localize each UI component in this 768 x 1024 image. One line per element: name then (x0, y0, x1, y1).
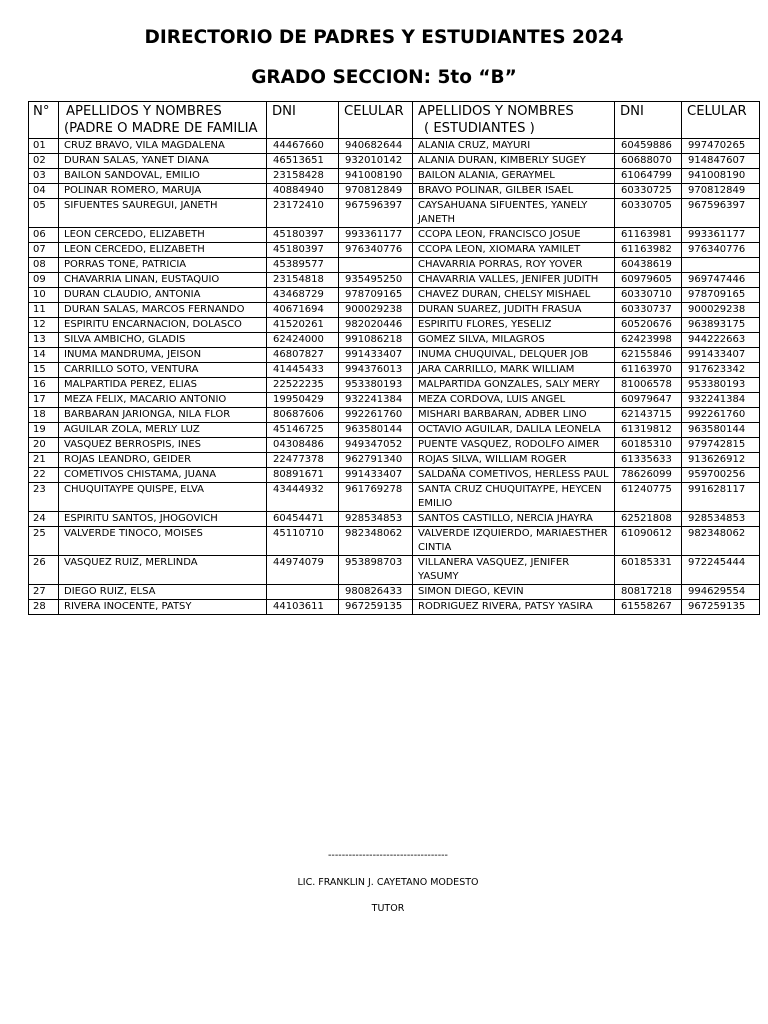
parent-dni: 80687606 (267, 408, 339, 423)
student-dni: 80817218 (615, 585, 682, 600)
parent-dni: 45389577 (267, 258, 339, 273)
student-celular: 914847607 (682, 154, 760, 169)
student-name: RODRIGUEZ RIVERA, PATSY YASIRA (413, 600, 615, 615)
parent-celular: 928534853 (339, 512, 413, 527)
parent-name: BAILON SANDOVAL, EMILIO (59, 169, 267, 184)
parent-celular: 932010142 (339, 154, 413, 169)
student-name: MEZA CORDOVA, LUIS ANGEL (413, 393, 615, 408)
student-celular: 928534853 (682, 512, 760, 527)
student-name: OCTAVIO AGUILAR, DALILA LEONELA (413, 423, 615, 438)
parent-name: VASQUEZ RUIZ, MERLINDA (59, 556, 267, 585)
parent-celular: 982348062 (339, 527, 413, 556)
table-header-row (29, 102, 760, 139)
student-dni: 60185310 (615, 438, 682, 453)
student-dni: 62423998 (615, 333, 682, 348)
parent-dni: 43444932 (267, 483, 339, 512)
parent-celular: 991086218 (339, 333, 413, 348)
table-row (29, 258, 760, 273)
parent-name: LEON CERCEDO, ELIZABETH (59, 243, 267, 258)
table-row (29, 378, 760, 393)
table-row (29, 303, 760, 318)
row-number: 21 (29, 453, 59, 468)
table-row (29, 243, 760, 258)
row-number: 13 (29, 333, 59, 348)
student-celular: 991628117 (682, 483, 760, 512)
parent-name: CHAVARRIA LINAN, EUSTAQUIO (59, 273, 267, 288)
table-row (29, 438, 760, 453)
parent-celular: 993361177 (339, 228, 413, 243)
row-number: 09 (29, 273, 59, 288)
row-number: 14 (29, 348, 59, 363)
student-celular: 993361177 (682, 228, 760, 243)
parent-dni: 41445433 (267, 363, 339, 378)
student-celular: 967259135 (682, 600, 760, 615)
student-dni: 61240775 (615, 483, 682, 512)
student-dni: 61163970 (615, 363, 682, 378)
parent-dni: 40884940 (267, 184, 339, 199)
header-parent-name (59, 102, 267, 139)
student-celular: 953380193 (682, 378, 760, 393)
student-celular: 994629554 (682, 585, 760, 600)
table-row (29, 199, 760, 228)
parent-dni: 45146725 (267, 423, 339, 438)
parent-name: VASQUEZ BERROSPIS, INES (59, 438, 267, 453)
student-celular: 979742815 (682, 438, 760, 453)
student-dni: 60330710 (615, 288, 682, 303)
student-name: ESPIRITU FLORES, YESELIZ (413, 318, 615, 333)
student-name: SANTA CRUZ CHUQUITAYPE, HEYCEN EMILIO (413, 483, 615, 512)
parent-name: DIEGO RUIZ, ELSA (59, 585, 267, 600)
parent-celular: 982020446 (339, 318, 413, 333)
parent-celular: 980826433 (339, 585, 413, 600)
table-row (29, 288, 760, 303)
student-name: SIMON DIEGO, KEVIN (413, 585, 615, 600)
header-parent-celular: CELULAR (339, 102, 413, 139)
row-number: 06 (29, 228, 59, 243)
parent-name: VALVERDE TINOCO, MOISES (59, 527, 267, 556)
table-row (29, 453, 760, 468)
student-dni: 60688070 (615, 154, 682, 169)
table-row (29, 423, 760, 438)
parent-dni: 40671694 (267, 303, 339, 318)
row-number: 15 (29, 363, 59, 378)
student-dni: 60520676 (615, 318, 682, 333)
table-row (29, 273, 760, 288)
table-row (29, 483, 760, 512)
parent-celular: 940682644 (339, 139, 413, 154)
parent-dni: 44103611 (267, 600, 339, 615)
student-dni: 60979605 (615, 273, 682, 288)
parent-dni: 43468729 (267, 288, 339, 303)
row-number: 04 (29, 184, 59, 199)
signature-name: LIC. FRANKLIN J. CAYETANO MODESTO (297, 877, 479, 888)
student-name: CHAVARRIA PORRAS, ROY YOVER (413, 258, 615, 273)
header-student-name (413, 102, 615, 139)
parent-celular: 953898703 (339, 556, 413, 585)
header-parent-dni: DNI (267, 102, 339, 139)
row-number: 01 (29, 139, 59, 154)
student-dni: 61090612 (615, 527, 682, 556)
student-celular: 963893175 (682, 318, 760, 333)
signature-line: ----------------------------------- (328, 850, 448, 861)
student-celular: 976340776 (682, 243, 760, 258)
student-name: CCOPA LEON, FRANCISCO JOSUE (413, 228, 615, 243)
student-dni: 81006578 (615, 378, 682, 393)
parent-name: DURAN CLAUDIO, ANTONIA (59, 288, 267, 303)
student-name: PUENTE VASQUEZ, RODOLFO AIMER (413, 438, 615, 453)
student-celular: 917623342 (682, 363, 760, 378)
student-celular: 982348062 (682, 527, 760, 556)
parent-name: MEZA FELIX, MACARIO ANTONIO (59, 393, 267, 408)
row-number: 18 (29, 408, 59, 423)
student-name: MALPARTIDA GONZALES, SALY MERY (413, 378, 615, 393)
student-celular: 967596397 (682, 199, 760, 228)
parent-celular: 900029238 (339, 303, 413, 318)
student-dni: 60459886 (615, 139, 682, 154)
student-name: JARA CARRILLO, MARK WILLIAM (413, 363, 615, 378)
table-row (29, 333, 760, 348)
parent-name: AGUILAR ZOLA, MERLY LUZ (59, 423, 267, 438)
parent-celular: 961769278 (339, 483, 413, 512)
student-name: CCOPA LEON, XIOMARA YAMILET (413, 243, 615, 258)
table-row (29, 184, 760, 199)
student-name: CHAVEZ DURAN, CHELSY MISHAEL (413, 288, 615, 303)
parent-celular: 978709165 (339, 288, 413, 303)
student-name: ROJAS SILVA, WILLIAM ROGER (413, 453, 615, 468)
table-row (29, 154, 760, 169)
parent-celular: 994376013 (339, 363, 413, 378)
parent-name: COMETIVOS CHISTAMA, JUANA (59, 468, 267, 483)
row-number: 16 (29, 378, 59, 393)
parent-name: POLINAR ROMERO, MARUJA (59, 184, 267, 199)
parent-celular: 932241384 (339, 393, 413, 408)
parent-dni: 80891671 (267, 468, 339, 483)
parent-celular: 962791340 (339, 453, 413, 468)
student-name: GOMEZ SILVA, MILAGROS (413, 333, 615, 348)
table-row (29, 527, 760, 556)
header-student-celular: CELULAR (682, 102, 760, 139)
parent-name: ESPIRITU SANTOS, JHOGOVICH (59, 512, 267, 527)
student-name: CHAVARRIA VALLES, JENIFER JUDITH (413, 273, 615, 288)
student-celular: 992261760 (682, 408, 760, 423)
parent-dni: 22477378 (267, 453, 339, 468)
table-row (29, 585, 760, 600)
student-celular: 978709165 (682, 288, 760, 303)
row-number: 28 (29, 600, 59, 615)
row-number: 10 (29, 288, 59, 303)
row-number: 12 (29, 318, 59, 333)
student-celular: 970812849 (682, 184, 760, 199)
row-number: 07 (29, 243, 59, 258)
student-name: ALANIA CRUZ, MAYURI (413, 139, 615, 154)
parent-dni: 46513651 (267, 154, 339, 169)
student-celular: 941008190 (682, 169, 760, 184)
parent-dni: 44467660 (267, 139, 339, 154)
table-row (29, 408, 760, 423)
table-row (29, 393, 760, 408)
student-dni: 62521808 (615, 512, 682, 527)
table-row (29, 139, 760, 154)
student-name: VILLANERA VASQUEZ, JENIFER YASUMY (413, 556, 615, 585)
parent-name: CRUZ BRAVO, VILA MAGDALENA (59, 139, 267, 154)
table-body (29, 139, 760, 615)
header-student-name-line1: APELLIDOS Y NOMBRES (418, 104, 574, 119)
grade-section-title: GRADO SECCION: 5to “B” (251, 67, 517, 88)
student-celular: 900029238 (682, 303, 760, 318)
student-celular: 944222663 (682, 333, 760, 348)
student-name: BRAVO POLINAR, GILBER ISAEL (413, 184, 615, 199)
student-name: BAILON ALANIA, GERAYMEL (413, 169, 615, 184)
table-row (29, 169, 760, 184)
parent-celular: 970812849 (339, 184, 413, 199)
table-row (29, 468, 760, 483)
parent-name: RIVERA INOCENTE, PATSY (59, 600, 267, 615)
parent-dni: 45180397 (267, 228, 339, 243)
parent-celular: 992261760 (339, 408, 413, 423)
student-name: SANTOS CASTILLO, NERCIA JHAYRA (413, 512, 615, 527)
student-dni: 60330705 (615, 199, 682, 228)
student-celular: 969747446 (682, 273, 760, 288)
student-dni: 61319812 (615, 423, 682, 438)
parent-dni: 62424000 (267, 333, 339, 348)
table-row (29, 363, 760, 378)
student-dni: 61558267 (615, 600, 682, 615)
parent-name: DURAN SALAS, YANET DIANA (59, 154, 267, 169)
parent-dni: 45110710 (267, 527, 339, 556)
table-row (29, 228, 760, 243)
student-name: INUMA CHUQUIVAL, DELQUER JOB (413, 348, 615, 363)
parent-celular: 967596397 (339, 199, 413, 228)
parent-name: LEON CERCEDO, ELIZABETH (59, 228, 267, 243)
parent-name: CARRILLO SOTO, VENTURA (59, 363, 267, 378)
student-name: VALVERDE IZQUIERDO, MARIAESTHER CINTIA (413, 527, 615, 556)
student-dni: 61163982 (615, 243, 682, 258)
student-dni: 60438619 (615, 258, 682, 273)
table-row (29, 556, 760, 585)
parent-name: SILVA AMBICHO, GLADIS (59, 333, 267, 348)
header-parent-name-line2: (PADRE O MADRE DE FAMILIA (64, 121, 258, 136)
parent-name: INUMA MANDRUMA, JEISON (59, 348, 267, 363)
parent-celular: 991433407 (339, 348, 413, 363)
parent-dni: 46807827 (267, 348, 339, 363)
parent-dni: 19950429 (267, 393, 339, 408)
parent-dni: 22522235 (267, 378, 339, 393)
parent-name: MALPARTIDA PEREZ, ELIAS (59, 378, 267, 393)
parent-name: BARBARAN JARIONGA, NILA FLOR (59, 408, 267, 423)
student-dni: 62143715 (615, 408, 682, 423)
row-number: 08 (29, 258, 59, 273)
table-row (29, 512, 760, 527)
parent-celular: 967259135 (339, 600, 413, 615)
parent-celular: 976340776 (339, 243, 413, 258)
parent-dni (267, 585, 339, 600)
parent-name: SIFUENTES SAUREGUI, JANETH (59, 199, 267, 228)
student-celular: 991433407 (682, 348, 760, 363)
header-student-dni: DNI (615, 102, 682, 139)
signature-role: TUTOR (371, 903, 405, 914)
student-celular: 972245444 (682, 556, 760, 585)
row-number: 02 (29, 154, 59, 169)
row-number: 24 (29, 512, 59, 527)
parent-dni: 23158428 (267, 169, 339, 184)
parent-celular: 935495250 (339, 273, 413, 288)
student-dni: 60979647 (615, 393, 682, 408)
student-celular (682, 258, 760, 273)
parent-celular (339, 258, 413, 273)
row-number: 19 (29, 423, 59, 438)
student-dni: 61163981 (615, 228, 682, 243)
student-celular: 913626912 (682, 453, 760, 468)
table-row (29, 348, 760, 363)
student-celular: 963580144 (682, 423, 760, 438)
table-row (29, 600, 760, 615)
row-number: 11 (29, 303, 59, 318)
parent-name: PORRAS TONE, PATRICIA (59, 258, 267, 273)
header-student-name-line2: ( ESTUDIANTES ) (424, 121, 535, 136)
parent-name: ROJAS LEANDRO, GEIDER (59, 453, 267, 468)
student-dni: 61335633 (615, 453, 682, 468)
row-number: 23 (29, 483, 59, 512)
document-title: DIRECTORIO DE PADRES Y ESTUDIANTES 2024 (144, 27, 624, 48)
parent-celular: 963580144 (339, 423, 413, 438)
row-number: 05 (29, 199, 59, 228)
student-dni: 61064799 (615, 169, 682, 184)
parent-dni: 60454471 (267, 512, 339, 527)
student-dni: 62155846 (615, 348, 682, 363)
parent-dni: 04308486 (267, 438, 339, 453)
student-name: ALANIA DURAN, KIMBERLY SUGEY (413, 154, 615, 169)
student-dni: 60185331 (615, 556, 682, 585)
table-row (29, 318, 760, 333)
parent-dni: 44974079 (267, 556, 339, 585)
header-parent-name-line1: APELLIDOS Y NOMBRES (66, 104, 222, 119)
student-name: DURAN SUAREZ, JUDITH FRASUA (413, 303, 615, 318)
parent-dni: 41520261 (267, 318, 339, 333)
row-number: 20 (29, 438, 59, 453)
parent-name: ESPIRITU ENCARNACION, DOLASCO (59, 318, 267, 333)
student-celular: 932241384 (682, 393, 760, 408)
student-name: SALDAÑA COMETIVOS, HERLESS PAUL (413, 468, 615, 483)
directory-table (28, 101, 760, 615)
row-number: 27 (29, 585, 59, 600)
row-number: 25 (29, 527, 59, 556)
parent-name: DURAN SALAS, MARCOS FERNANDO (59, 303, 267, 318)
row-number: 03 (29, 169, 59, 184)
row-number: 22 (29, 468, 59, 483)
parent-name: CHUQUITAYPE QUISPE, ELVA (59, 483, 267, 512)
parent-celular: 941008190 (339, 169, 413, 184)
student-celular: 959700256 (682, 468, 760, 483)
header-number: N° (29, 102, 59, 139)
parent-dni: 23154818 (267, 273, 339, 288)
parent-celular: 991433407 (339, 468, 413, 483)
parent-celular: 949347052 (339, 438, 413, 453)
student-name: CAYSAHUANA SIFUENTES, YANELY JANETH (413, 199, 615, 228)
student-dni: 60330725 (615, 184, 682, 199)
parent-celular: 953380193 (339, 378, 413, 393)
student-celular: 997470265 (682, 139, 760, 154)
parent-dni: 23172410 (267, 199, 339, 228)
student-dni: 78626099 (615, 468, 682, 483)
student-name: MISHARI BARBARAN, ADBER LINO (413, 408, 615, 423)
student-dni: 60330737 (615, 303, 682, 318)
parent-dni: 45180397 (267, 243, 339, 258)
row-number: 17 (29, 393, 59, 408)
row-number: 26 (29, 556, 59, 585)
